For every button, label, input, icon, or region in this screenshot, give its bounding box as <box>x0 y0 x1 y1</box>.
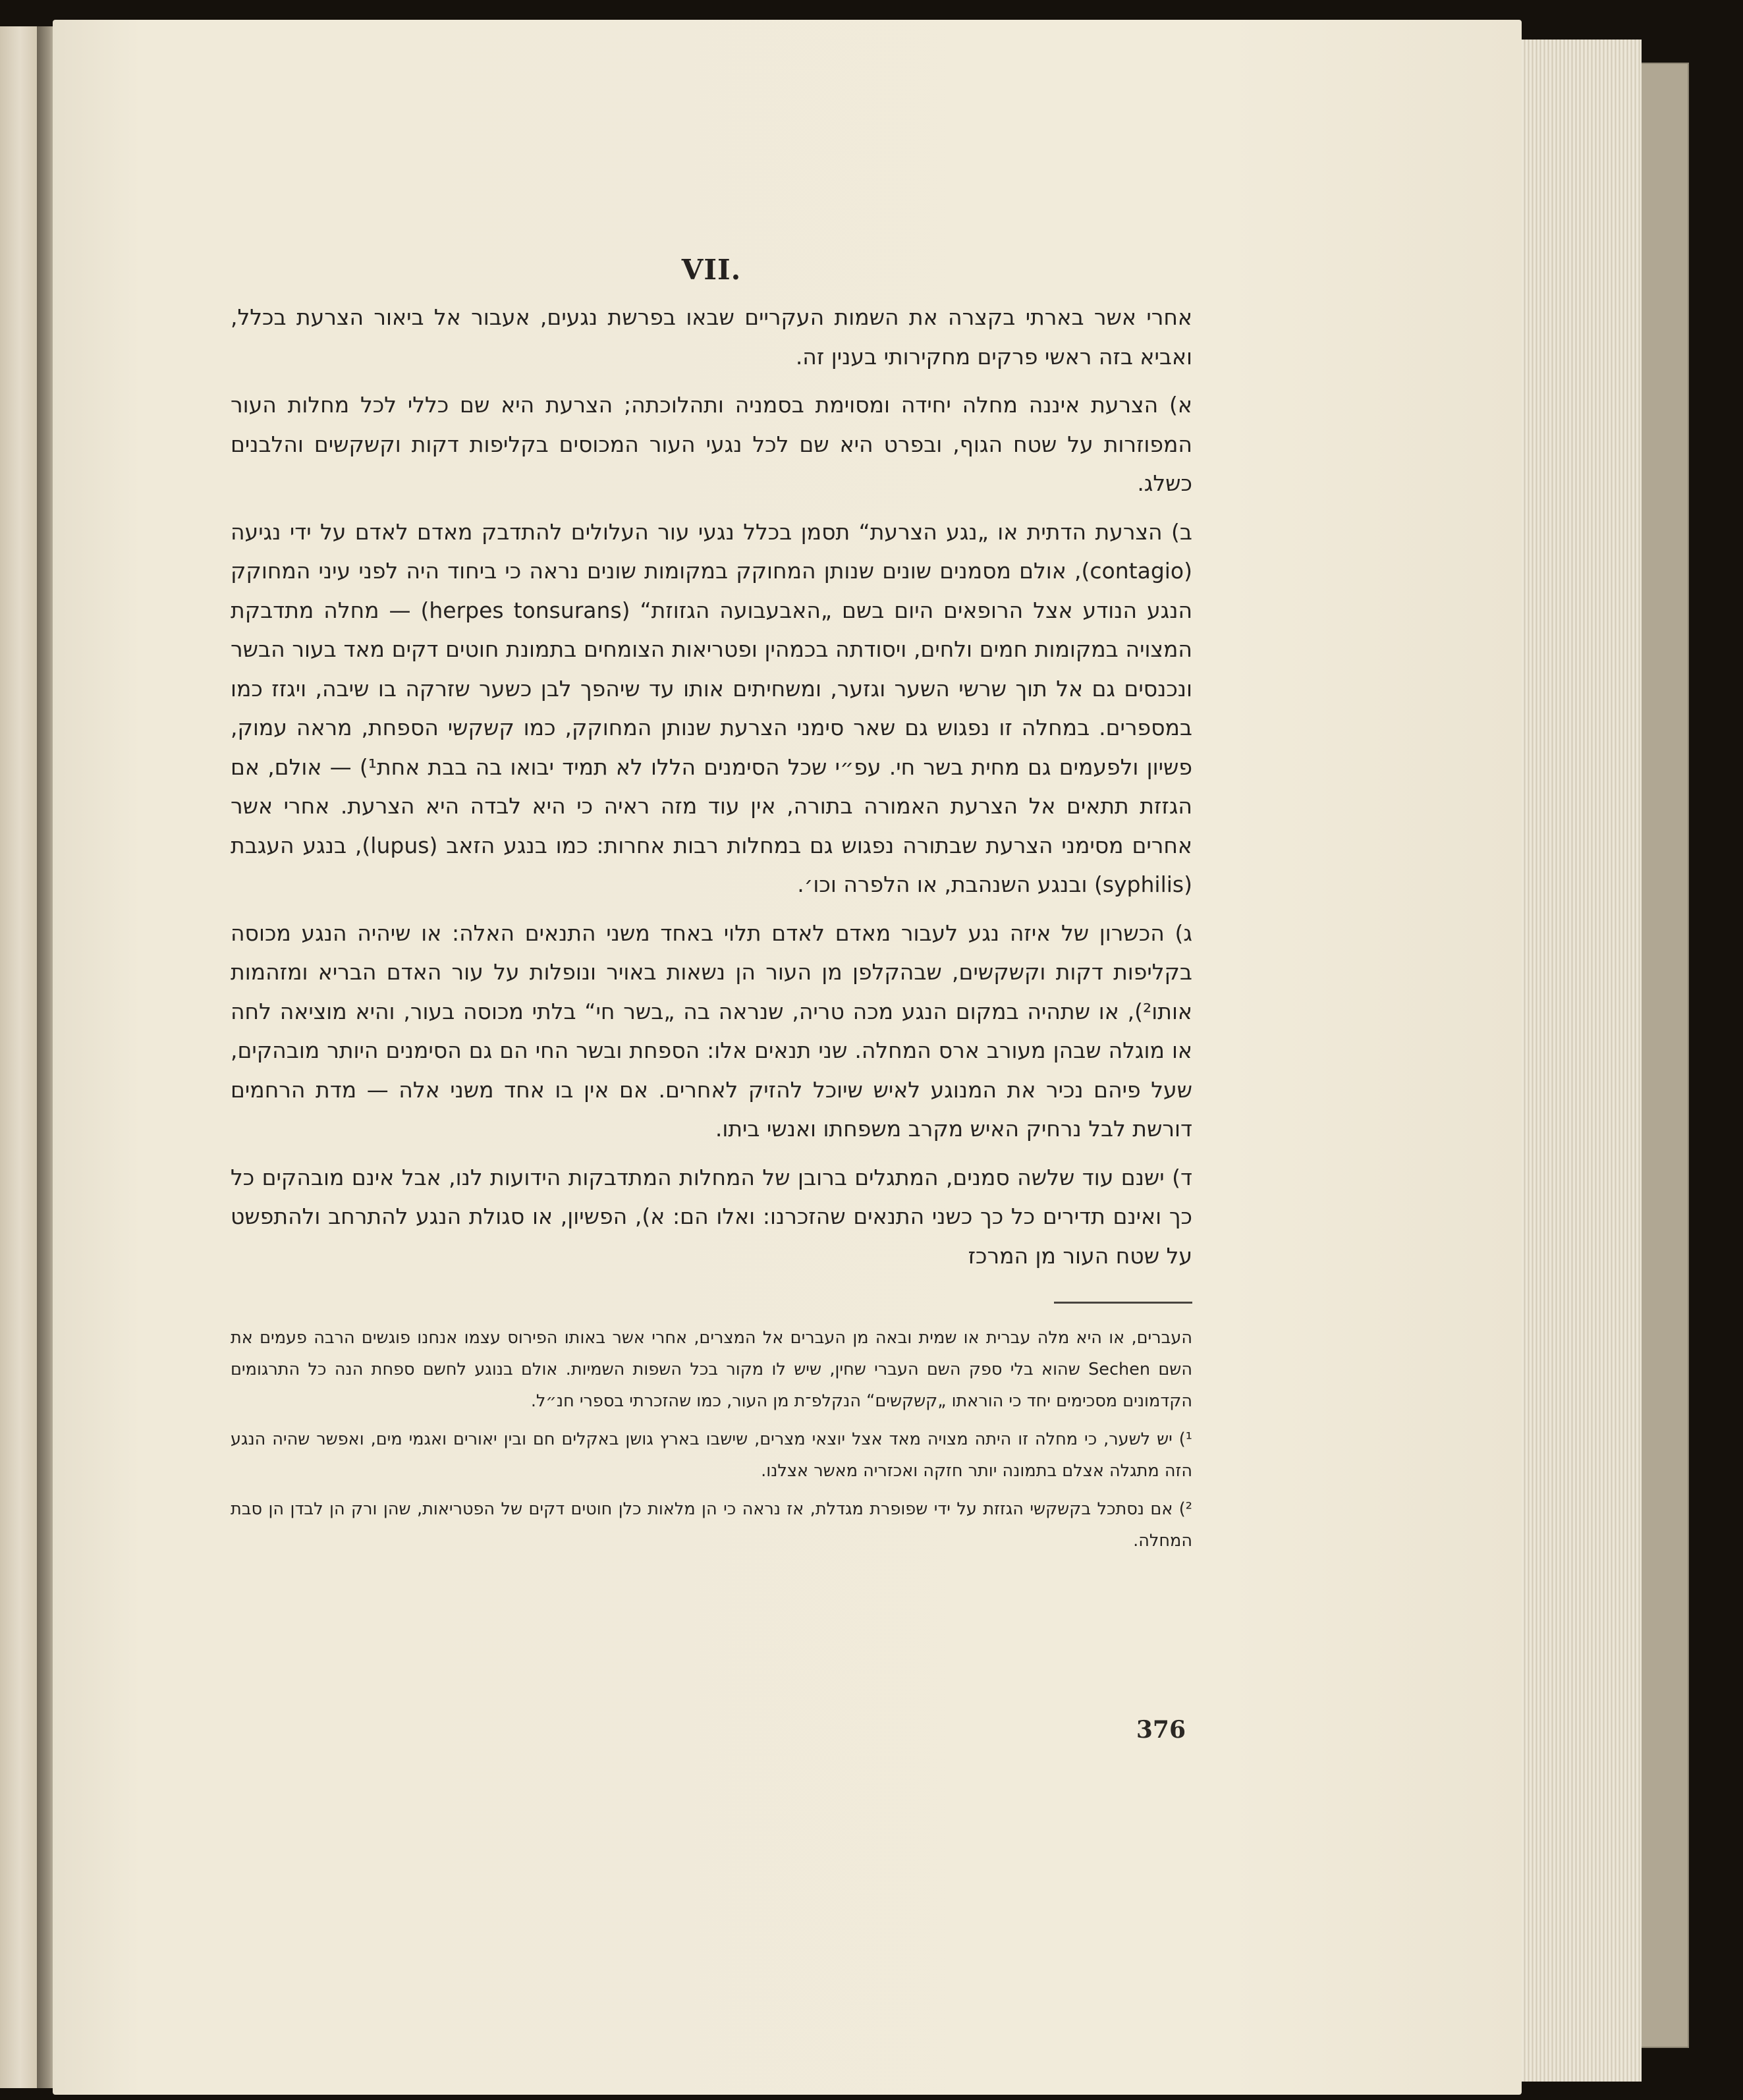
paragraph-intro: אחרי אשר בארתי בקצרה את השמות העקריים שבאו בפרשת נגעים, אעבור אל ביאור הצרעת בכלל, ואביא בזה ראשי פרקים מחקירותי בענין זה. <box>231 304 1192 370</box>
footnote-continuation: העברים, או היא מלה עברית או שמית ובאה מן העברים אל המצרים, אחרי אשר באותו הפירוס עצמו אנחנו פוגשים הרבה פעמים את השם Sechen שהוא בלי ספק השם העברי שחין, שיש לו מקור בכל השפות השמיות. אולם בנוגע לחשם ספחת הנה כל התרגומים הקדמונים מסכימים יחד כי הוראתו „קשקשים“ הנקלפ־ת מן העור, כמו שהזכרתי בספרי חנ״ל. <box>231 1328 1192 1411</box>
footnote-1: ¹) יש לשער, כי מחלה זו היתה מצויה מאד אצל יוצאי מצרים, שישבו בארץ גושן באקלים חם ובין יאורים ואגמי מים, ואפשר שהיה הנגע הזה מתגלה אצלם בתמונה יותר חזקה ואכזריה מאשר אצלנו. <box>231 1429 1192 1481</box>
paragraph-a: א) הצרעת איננה מחלה יחידה ומסוימת בסמניה ותהלוכתה; הצרעת היא שם כללי לכל מחלות העור המפוזרות על שטח הגוף, ובפרט היא שם לכל נגעי העור המכוסים בקליפות דקות וקשקשים והלבנים כשלג. <box>231 392 1192 496</box>
page-content <box>231 254 1192 1563</box>
page-number: 376 <box>1136 1716 1186 1744</box>
footnote-rule <box>1054 1302 1192 1304</box>
book-page <box>53 20 1522 2095</box>
footnote-2: ²) אם נסתכל בקשקשי הגזזת על ידי שפופרת מגדלת, אז נראה כי הן מלאות כלן חוטים דקים של הפטריאות, שהן ורק הן לבדן הן סבת המחלה. <box>231 1499 1192 1551</box>
paragraph-d: ד) ישנם עוד שלשה סמנים, המתגלים ברובן של המחלות המתדבקות הידועות לנו, אבל אינם מובהקים כל כך ואינם תדירים כל כך כשני התנאים שהזכרנו: ואלו הם: א), הפשיון, או סגולת הנגע להתרחב ולהתפשט על שטח העור מן המרכז <box>231 1164 1192 1269</box>
page-stack-edges <box>1508 40 1642 2082</box>
paragraph-b: ב) הצרעת הדתית או „נגע הצרעת“ תסמן בכלל נגעי עור העלולים להתדבק מאדם לאדם על ידי נגיעה (contagio), אולם מסמנים שונים שנותן המחוקק במקומות שונים נראה כי ביחוד היה לפני עיני המחוקק הנגע הנודע אצל הרופאים היום בשם „האבעבועה הגזוזת“ (herpes tonsurans) — מחלה מתדבקת המצויה במקומות חמים ולחים, ויסודתה בכמהין ופטריאות הצומחים בתמונת חוטים דקים מאד בעור הבשר ונכנסים גם אל תוך שרשי השער וגזער, ומשחיתים אותו עד שיהפך לבן כשער שזרקה בו שיבה, ויגזז כמו במספרים. במחלה זו נפגוש גם שאר סימני הצרעת שנותן המחוקק, כמו קשקשי הספחת, מראה עמוק, פשיון ולפעמים גם מחית בשר חי. עפ״י שכל הסימנים הללו לא תמיד יבואו בה בבת אחת¹) — אולם, אם הגזזת תתאים אל הצרעת האמורה בתורה, אין עוד מזה ראיה כי היא לבדה היא הצרעת. אחרי אשר אחרים מסימני הצרעת שבתורה נפגוש גם במחלות רבות אחרות: כמו בנגע הזאב (lupus), בנגע העגבת (syphilis) ובנגע השנהבת, או הלפרה וכו׳. <box>231 518 1192 897</box>
chapter-heading: VII. <box>681 254 742 286</box>
left-page-edge <box>0 26 38 2088</box>
paragraph-c: ג) הכשרון של איזה נגע לעבור מאדם לאדם תלוי באחד משני התנאים האלה: או שיהיה הנגע מכוסה בקליפות דקות וקשקשים, שבהקלפן מן העור הן נשאות באויר ונופלות על עור האדם הבריא ומזהמות אותו²), או שתהיה במקום הנגע מכה טריה, שנראה בה „בשר חי“ בלתי מכוסה בעור, והיא מוציאה לחה או מוגלה שבהן מעורב ארס המחלה. שני תנאים אלו: הספחת ובשר החי הם גם הסימנים היותר מובהקים, שעל פיהם נכיר את המנוגע לאיש שיוכל להזיק לאחרים. אם אין בו אחד משני אלה — מדת הרחמים דורשת לבל נרחיק האיש מקרב משפחתו ואנשי ביתו. <box>231 920 1192 1142</box>
